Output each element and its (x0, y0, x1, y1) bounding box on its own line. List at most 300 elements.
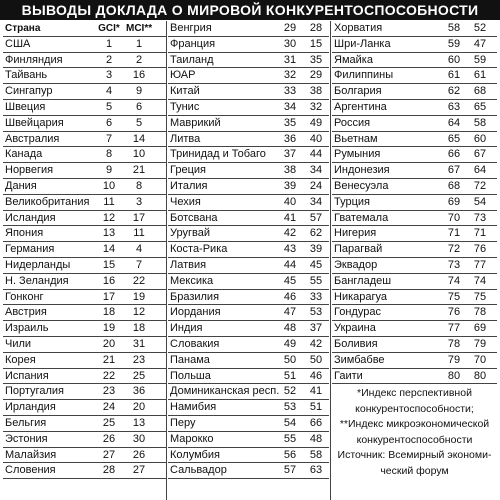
country-cell: Канада (5, 148, 43, 161)
mci-cell: 9 (135, 85, 143, 98)
country-cell: Никарагуа (334, 290, 388, 303)
table-row (332, 290, 497, 306)
mci-cell: 68 (473, 85, 487, 98)
table-row (168, 132, 329, 148)
table-row (3, 353, 166, 369)
table-row (168, 179, 329, 195)
country-cell: Ямайка (334, 53, 373, 66)
gci-cell: 42 (283, 227, 297, 240)
table-row (3, 211, 166, 227)
table-row (168, 369, 329, 385)
header-country: Страна (5, 23, 41, 34)
gci-cell: 64 (447, 116, 461, 129)
gci-cell: 66 (447, 148, 461, 161)
mci-cell: 11 (133, 227, 145, 240)
mci-cell: 40 (309, 132, 323, 145)
table-row (168, 37, 329, 53)
mci-cell: 58 (309, 448, 323, 461)
table-row (332, 179, 497, 195)
mci-cell: 58 (473, 116, 487, 129)
country-cell: Доминиканская респ. (170, 385, 280, 398)
mci-cell: 69 (473, 322, 487, 335)
gci-cell: 35 (283, 116, 297, 129)
gci-cell: 37 (283, 148, 297, 161)
gci-cell: 24 (102, 401, 116, 414)
mci-cell: 63 (309, 464, 323, 477)
country-cell: Китай (170, 85, 200, 98)
country-cell: Тайвань (5, 69, 48, 82)
gci-cell: 53 (283, 401, 297, 414)
table-row (3, 226, 166, 242)
country-cell: Гондурас (334, 306, 381, 319)
mci-cell: 55 (309, 274, 323, 287)
mci-cell: 33 (309, 290, 323, 303)
mci-cell: 74 (473, 274, 487, 287)
table-row (332, 37, 497, 53)
mci-cell: 54 (473, 195, 487, 208)
table-row (3, 432, 166, 448)
gci-cell: 77 (447, 322, 461, 335)
gci-cell: 21 (102, 353, 116, 366)
mci-cell: 25 (132, 369, 146, 382)
mci-cell: 16 (132, 69, 146, 82)
footnote-line: Источник: Всемирный экономи- (337, 449, 492, 461)
table-row (3, 147, 166, 163)
country-cell: Норвегия (5, 164, 54, 177)
mci-cell: 53 (309, 306, 323, 319)
mci-cell: 49 (309, 116, 323, 129)
mci-cell: 31 (132, 337, 146, 350)
country-cell: Греция (170, 164, 206, 177)
table-row (168, 147, 329, 163)
gci-cell: 6 (105, 116, 113, 129)
country-cell: Зимбабве (334, 353, 385, 366)
mci-cell: 5 (135, 116, 143, 129)
table-row (332, 369, 497, 385)
mci-cell: 46 (309, 369, 323, 382)
mci-cell: 35 (309, 53, 323, 66)
mci-cell: 21 (132, 164, 146, 177)
gci-cell: 45 (283, 274, 297, 287)
country-cell: Бельгия (5, 416, 47, 429)
mci-cell: 50 (309, 353, 323, 366)
gci-cell: 30 (283, 37, 297, 50)
gci-cell: 74 (447, 274, 461, 287)
country-cell: Эстония (5, 432, 48, 445)
country-cell: Боливия (334, 337, 378, 350)
gci-cell: 56 (283, 448, 297, 461)
gci-cell: 55 (283, 432, 297, 445)
gci-cell: 20 (102, 337, 116, 350)
gci-cell: 34 (283, 100, 297, 113)
country-cell: Мексика (170, 274, 214, 287)
country-cell: Марокко (170, 432, 214, 445)
country-cell: Польша (170, 369, 211, 382)
gci-cell: 22 (102, 369, 116, 382)
table-row (3, 384, 166, 400)
country-cell: Израиль (5, 322, 49, 335)
gci-cell: 12 (102, 211, 116, 224)
table-row (332, 321, 497, 337)
country-cell: Турция (334, 195, 370, 208)
gci-cell: 60 (447, 53, 461, 66)
mci-cell: 36 (132, 385, 146, 398)
mci-cell: 24 (309, 179, 323, 192)
table-row (332, 147, 497, 163)
mci-cell: 64 (473, 164, 487, 177)
gci-cell: 8 (105, 148, 113, 161)
mci-cell: 72 (473, 179, 487, 192)
table-row (168, 432, 329, 448)
table-row (3, 195, 166, 211)
table-row (332, 258, 497, 274)
gci-cell: 38 (283, 164, 297, 177)
country-cell: Венгрия (170, 22, 212, 34)
table-row (332, 68, 497, 84)
country-cell: США (5, 37, 31, 50)
mci-cell: 15 (309, 37, 323, 50)
table-row (3, 100, 166, 116)
gci-cell: 29 (283, 22, 297, 34)
gci-cell: 62 (447, 85, 461, 98)
gci-cell: 5 (105, 100, 113, 113)
footnote-line: конкурентоспособности; (355, 402, 474, 415)
gci-cell: 76 (447, 306, 461, 319)
country-cell: Финляндия (5, 53, 63, 66)
gci-cell: 17 (102, 290, 116, 303)
table-row (332, 274, 497, 290)
country-cell: Гватемала (334, 211, 389, 224)
gci-cell: 78 (447, 337, 461, 350)
country-cell: Хорватия (334, 22, 383, 34)
gci-cell: 32 (283, 69, 297, 82)
country-cell: Иордания (170, 306, 221, 319)
gci-cell: 59 (447, 37, 461, 50)
mci-cell: 39 (309, 243, 323, 256)
gci-cell: 70 (447, 211, 461, 224)
gci-cell: 27 (102, 448, 116, 461)
table-row (3, 337, 166, 353)
country-cell: Ирландия (5, 401, 56, 414)
table-row (168, 463, 329, 479)
country-cell: Панама (170, 353, 210, 366)
gci-cell: 52 (283, 385, 297, 398)
mci-cell: 77 (473, 258, 487, 271)
country-cell: Франция (170, 37, 216, 50)
country-cell: Малайзия (5, 448, 57, 461)
table-row (332, 21, 497, 37)
table-row (168, 242, 329, 258)
mci-cell: 51 (309, 401, 323, 414)
gci-cell: 47 (283, 306, 297, 319)
country-cell: Словакия (170, 337, 220, 350)
gci-cell: 58 (447, 22, 461, 34)
gci-cell: 1 (105, 37, 113, 50)
mci-cell: 67 (473, 148, 487, 161)
country-cell: Швейцария (5, 116, 64, 129)
mci-cell: 20 (132, 401, 146, 414)
country-cell: Чехия (170, 195, 201, 208)
table-row (168, 53, 329, 69)
mci-cell: 26 (132, 448, 146, 461)
country-cell: Нидерланды (5, 258, 71, 271)
table-row (168, 384, 329, 400)
country-cell: Корея (5, 353, 36, 366)
mci-cell: 45 (309, 258, 323, 271)
gci-cell: 71 (447, 227, 461, 240)
table-row (3, 258, 166, 274)
country-cell: Шри-Ланка (334, 37, 391, 50)
table-row (168, 68, 329, 84)
column-divider (166, 21, 167, 500)
country-cell: Бразилия (170, 290, 220, 303)
country-cell: Испания (5, 369, 49, 382)
gci-cell: 39 (283, 179, 297, 192)
table-row (332, 163, 497, 179)
mci-cell: 80 (473, 369, 487, 382)
country-cell: Великобритания (5, 195, 90, 208)
table-row (332, 116, 497, 132)
mci-cell: 57 (309, 211, 323, 224)
country-cell: Таиланд (170, 53, 214, 66)
table-row (168, 163, 329, 179)
table-row (3, 163, 166, 179)
gci-cell: 16 (102, 274, 116, 287)
gci-cell: 31 (283, 53, 297, 66)
table-row (3, 132, 166, 148)
header-mci: MCI** (126, 23, 153, 34)
country-cell: Италия (170, 179, 208, 192)
mci-cell: 76 (473, 243, 487, 256)
gci-cell: 80 (447, 369, 461, 382)
mci-cell: 78 (473, 306, 487, 319)
mci-cell: 6 (135, 100, 143, 113)
table-row (168, 353, 329, 369)
table-row (168, 226, 329, 242)
footnote-line: конкурентоспособности (356, 433, 473, 446)
gci-cell: 48 (283, 322, 297, 335)
table-row (3, 53, 166, 69)
gci-cell: 54 (283, 416, 297, 429)
table-row (3, 448, 166, 464)
mci-cell: 2 (135, 53, 143, 66)
table-row (168, 448, 329, 464)
gci-cell: 11 (103, 195, 115, 208)
table-row (168, 400, 329, 416)
mci-cell: 29 (309, 69, 323, 82)
gci-cell: 10 (102, 179, 116, 192)
country-cell: Гаити (334, 369, 363, 382)
mci-cell: 4 (135, 243, 143, 256)
country-cell: Филиппины (334, 69, 394, 82)
mci-cell: 41 (309, 385, 323, 398)
gci-cell: 18 (102, 306, 116, 319)
table-row (332, 84, 497, 100)
country-cell: Словения (5, 464, 56, 477)
gci-cell: 43 (283, 243, 297, 256)
header-gci: GCI* (98, 23, 120, 34)
gci-cell: 65 (447, 132, 461, 145)
country-cell: Колумбия (170, 448, 220, 461)
country-cell: Болгария (334, 85, 382, 98)
country-cell: Эквадор (334, 258, 378, 271)
country-cell: Н. Зеландия (5, 274, 69, 287)
mci-cell: 28 (309, 22, 323, 34)
country-cell: Австрия (5, 306, 47, 319)
table-row (168, 337, 329, 353)
table-row (3, 290, 166, 306)
country-cell: Вьетнам (334, 132, 378, 145)
gci-cell: 75 (447, 290, 461, 303)
table-row (3, 400, 166, 416)
table-row (332, 53, 497, 69)
gci-cell: 33 (283, 85, 297, 98)
mci-cell: 38 (309, 85, 323, 98)
country-cell: Венесуэла (334, 179, 389, 192)
footnotes (332, 386, 497, 479)
mci-cell: 17 (132, 211, 146, 224)
table-column-2 (168, 21, 329, 479)
table-row (168, 274, 329, 290)
table-row (168, 84, 329, 100)
country-cell: ЮАР (170, 69, 196, 82)
footnote-line: **Индекс микроэкономической (339, 418, 490, 430)
country-cell: Австралия (5, 132, 60, 145)
table-row (168, 305, 329, 321)
table-row (332, 100, 497, 116)
table-row (168, 416, 329, 432)
country-cell: Парагвай (334, 243, 383, 256)
mci-cell: 37 (309, 322, 323, 335)
country-cell: Россия (334, 116, 371, 129)
table-row (332, 242, 497, 258)
gci-cell: 41 (283, 211, 297, 224)
gci-cell: 51 (283, 369, 297, 382)
country-cell: Япония (5, 227, 44, 240)
table-row (168, 258, 329, 274)
country-cell: Украина (334, 322, 376, 335)
mci-cell: 79 (473, 337, 487, 350)
table-row (332, 305, 497, 321)
mci-cell: 30 (132, 432, 146, 445)
country-cell: Германия (5, 243, 55, 256)
country-cell: Сингапур (5, 85, 53, 98)
gci-cell: 3 (105, 69, 113, 82)
table-row (3, 369, 166, 385)
page-title: ВЫВОДЫ ДОКЛАДА О МИРОВОЙ КОНКУРЕНТОСПОСОБНОСТИ (0, 0, 500, 20)
table-row (332, 353, 497, 369)
table-row (332, 195, 497, 211)
table-row (3, 116, 166, 132)
table-row (332, 211, 497, 227)
mci-cell: 22 (132, 274, 146, 287)
mci-cell: 59 (473, 53, 487, 66)
gci-cell: 57 (283, 464, 297, 477)
mci-cell: 7 (135, 258, 143, 271)
gci-cell: 50 (283, 353, 297, 366)
mci-cell: 12 (132, 306, 146, 319)
country-cell: Тунис (170, 100, 200, 113)
table-row (3, 274, 166, 290)
gci-cell: 68 (447, 179, 461, 192)
country-cell: Португалия (5, 385, 64, 398)
mci-cell: 23 (132, 353, 146, 366)
mci-cell: 65 (473, 100, 487, 113)
table-row (168, 321, 329, 337)
country-cell: Намибия (170, 401, 217, 414)
gci-cell: 69 (447, 195, 461, 208)
country-cell: Ботсвана (170, 211, 218, 224)
gci-cell: 25 (102, 416, 116, 429)
mci-cell: 34 (309, 195, 323, 208)
mci-cell: 1 (135, 37, 143, 50)
gci-cell: 4 (105, 85, 113, 98)
gci-cell: 14 (102, 243, 116, 256)
mci-cell: 3 (135, 195, 143, 208)
gci-cell: 61 (447, 69, 461, 82)
mci-cell: 66 (309, 416, 323, 429)
mci-cell: 14 (132, 132, 146, 145)
column-divider (330, 21, 331, 500)
country-cell: Тринидад и Тобаго (170, 148, 266, 161)
table-header (3, 21, 166, 37)
gci-cell: 23 (102, 385, 116, 398)
gci-cell: 79 (447, 353, 461, 366)
mci-cell: 27 (132, 464, 146, 477)
footnote-line: ческий форум (380, 464, 449, 477)
table-row (332, 226, 497, 242)
table-row (3, 179, 166, 195)
country-cell: Нигерия (334, 227, 377, 240)
country-cell: Коста-Рика (170, 243, 228, 256)
table-row (168, 21, 329, 37)
table-row (3, 68, 166, 84)
table-row (168, 116, 329, 132)
mci-cell: 19 (132, 290, 146, 303)
mci-cell: 52 (473, 22, 487, 34)
table-row (332, 337, 497, 353)
gci-cell: 72 (447, 243, 461, 256)
gci-cell: 26 (102, 432, 116, 445)
mci-cell: 70 (473, 353, 487, 366)
gci-cell: 49 (283, 337, 297, 350)
table-row (3, 242, 166, 258)
country-cell: Бангладеш (334, 274, 392, 287)
country-cell: Индонезия (334, 164, 390, 177)
gci-cell: 9 (105, 164, 113, 177)
gci-cell: 2 (105, 53, 113, 66)
mci-cell: 60 (473, 132, 487, 145)
mci-cell: 73 (473, 211, 487, 224)
table-row (3, 305, 166, 321)
table-row (168, 211, 329, 227)
country-cell: Дания (5, 179, 37, 192)
gci-cell: 36 (283, 132, 297, 145)
table-row (3, 84, 166, 100)
gci-cell: 28 (102, 464, 116, 477)
table-row (3, 416, 166, 432)
mci-cell: 42 (309, 337, 323, 350)
mci-cell: 47 (473, 37, 487, 50)
table-row (3, 37, 166, 53)
gci-cell: 63 (447, 100, 461, 113)
mci-cell: 75 (473, 290, 487, 303)
country-cell: Латвия (170, 258, 207, 271)
mci-cell: 8 (135, 179, 143, 192)
table-row (168, 195, 329, 211)
table-column-1 (3, 21, 166, 479)
mci-cell: 13 (132, 416, 146, 429)
